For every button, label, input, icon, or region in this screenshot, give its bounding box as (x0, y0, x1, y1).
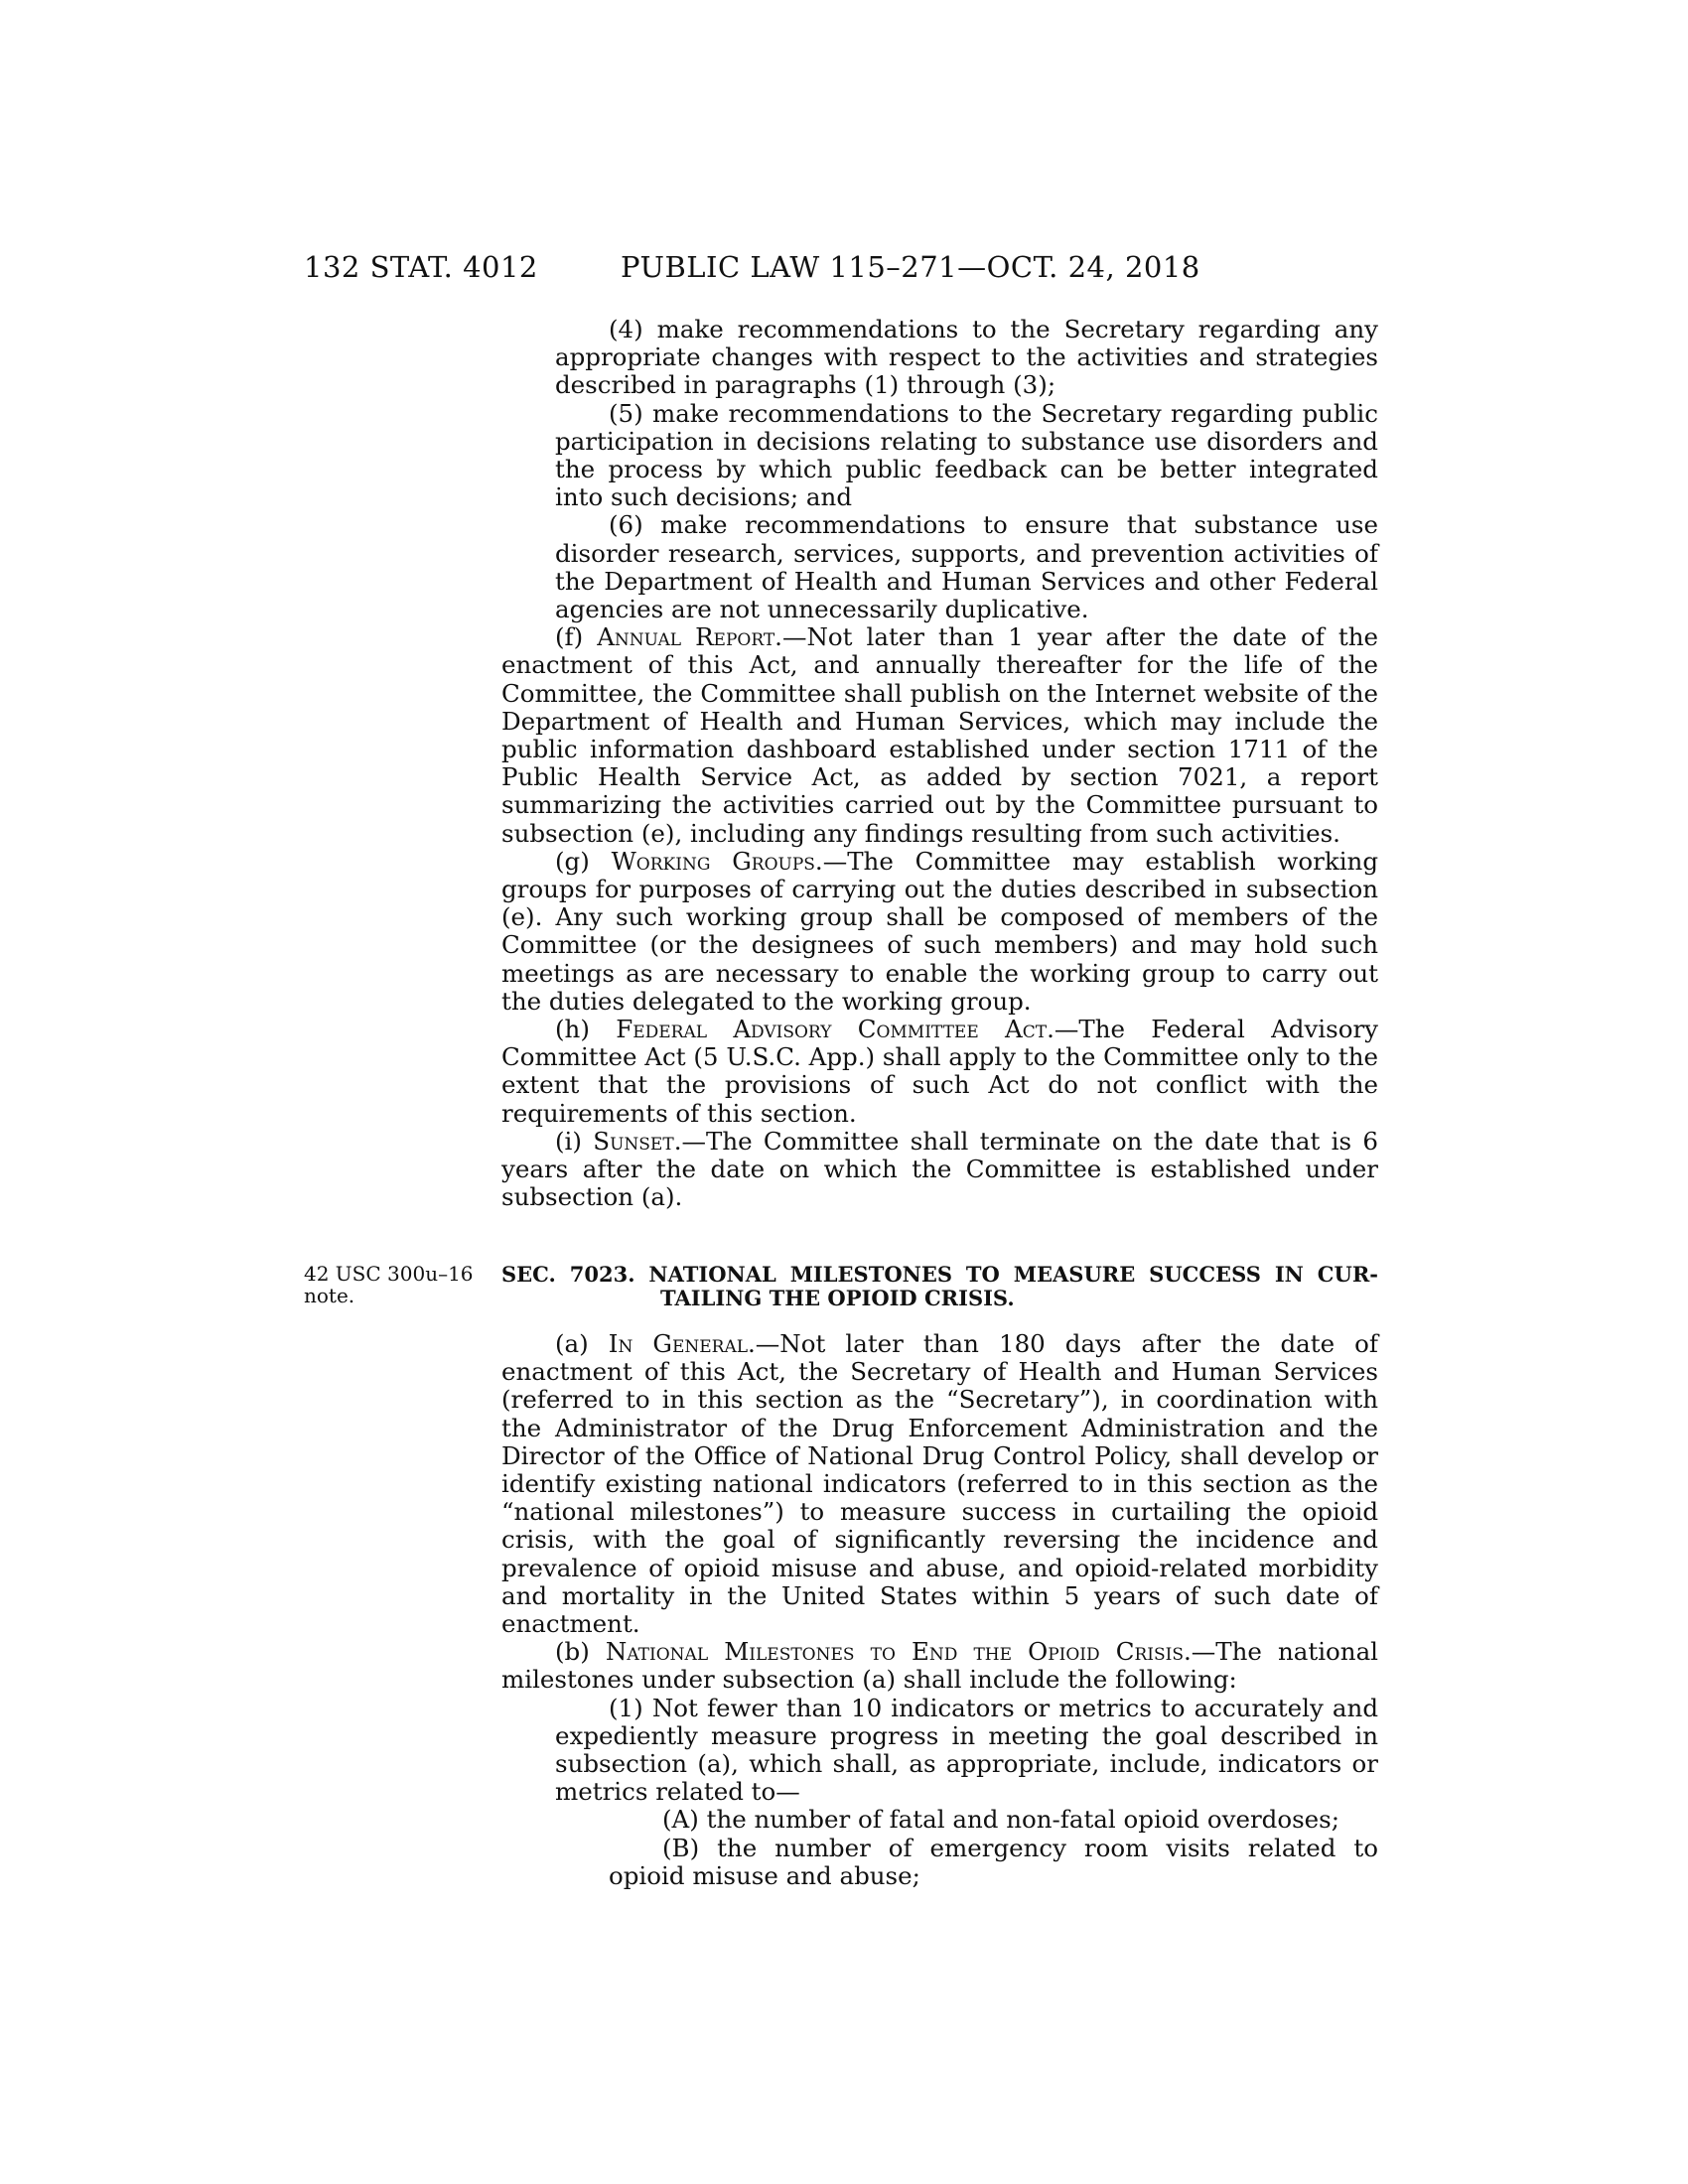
subsection-i (501, 1128, 1378, 1212)
subsection-g-heading: Working Groups (611, 846, 815, 876)
subsection-i-heading: Sunset (593, 1126, 674, 1156)
subsection-b-text: .—The national milestones under subsection (a) shall include the following: (501, 1637, 1379, 1695)
margin-note (304, 1263, 474, 1306)
section-heading-line1: SEC. 7023. NATIONAL MILESTONES TO MEASURE SUCCESS IN CUR- (501, 1262, 1378, 1287)
margin-note-note: note. (304, 1284, 355, 1307)
subsection-h-label: (h) (555, 1015, 617, 1044)
subsection-h-heading: Federal Advisory Committee Act (616, 1015, 1048, 1044)
subsection-b-label: (b) (555, 1637, 606, 1667)
subsection-g-label: (g) (555, 846, 612, 876)
body-text-upper (501, 316, 1378, 1212)
section-heading-line2: TAILING THE OPIOID CRISIS. (660, 1286, 1015, 1310)
subsection-a-heading: In General (608, 1329, 749, 1358)
subsection-a-label: (a) (555, 1329, 609, 1358)
margin-note-citation: 42 USC 300u–16 (304, 1262, 474, 1286)
subparagraph-B: (B) the number of emergency room visits related to opioid misuse and abuse; (609, 1833, 1378, 1890)
subsection-f (501, 623, 1378, 848)
subsection-f-text: .—Not later than 1 year after the date of the enactment of this Act, and annually thereafter for the life of the Committee, the Committee shall publish on the Internet website of the Department of Health and Human Services, which may include the public information dashboard established under section 1711 of the Public Health Service Act, as added by section 7021, a report summarizing the activities carried out by the Committee pursuant to subsection (e), including any findings resulting from such activities. (501, 622, 1378, 848)
subsection-f-label: (f) (555, 622, 598, 652)
subsection-g-text: .—The Committee may establish working groups for purposes of carrying out the duties described in subsection (e). Any such working group shall be composed of members of the Committee (or the designees of such members) and may hold such meetings as are necessary to enable the working group to carry out the duties delegated to the working group. (501, 846, 1379, 1016)
subsection-g (501, 848, 1378, 1016)
subsection-b-heading: National Milestones to End the Opioid Crisis (605, 1637, 1184, 1667)
subsection-i-label: (i) (555, 1126, 594, 1156)
paragraph-5: (5) make recommendations to the Secretary regarding public participation in decisions relating to substance use disorders and the process by which public feedback can be better integrated into such decisions; and (555, 398, 1378, 512)
paragraph-4: (4) make recommendations to the Secretary regarding any appropriate changes with respect to the activities and strategies described in paragraphs (1) through (3); (555, 315, 1378, 400)
subsection-i-text: .—The Committee shall terminate on the date that is 6 years after the date on which the Committee is established under subsection (a). (501, 1126, 1378, 1212)
paragraph-b1: (1) Not fewer than 10 indicators or metrics to accurately and expediently measure progress in meeting the goal described in subsection (a), which shall, as appropriate, include, indicators or metrics related to— (555, 1693, 1378, 1807)
subparagraph-A: (A) the number of fatal and non-fatal opioid overdoses; (662, 1805, 1339, 1835)
subsection-h-text: .—The Federal Advisory Committee Act (5 U.S.C. App.) shall apply to the Committee only to the extent that the provisions of such Act do not conflict with the requirements of this section. (501, 1015, 1379, 1128)
subsection-h (501, 1016, 1378, 1128)
section-heading (501, 1263, 1378, 1310)
paragraph-6: (6) make recommendations to ensure that substance use disorder research, services, supports, and prevention activities of the Department of Health and Human Services and other Federal agencies are not unnecessarily duplicative. (555, 510, 1378, 624)
stat-citation: 132 STAT. 4012 (304, 250, 538, 284)
subsection-f-heading: Annual Report (597, 622, 775, 652)
subsection-b (501, 1638, 1378, 1694)
body-text-lower (501, 1330, 1378, 1890)
subsection-a-text: .—Not later than 180 days after the date of enactment of this Act, the Secretary of Health and Human Services (referred to in this section as the “Secretary”), in coordination with the Administrator of the Drug Enforcement Administration and the Director of the Office of National Drug Control Policy, shall develop or identify existing national indicators (referred to in this section as the “national milestones”) to measure success in curtailing the opioid crisis, with the goal of significantly reversing the incidence and prevalence of opioid misuse and abuse, and opioid-related morbidity and mortality in the United States within 5 years of such date of enactment. (501, 1329, 1378, 1639)
subsection-a (501, 1330, 1378, 1638)
page-title: PUBLIC LAW 115–271—OCT. 24, 2018 (621, 250, 1200, 284)
